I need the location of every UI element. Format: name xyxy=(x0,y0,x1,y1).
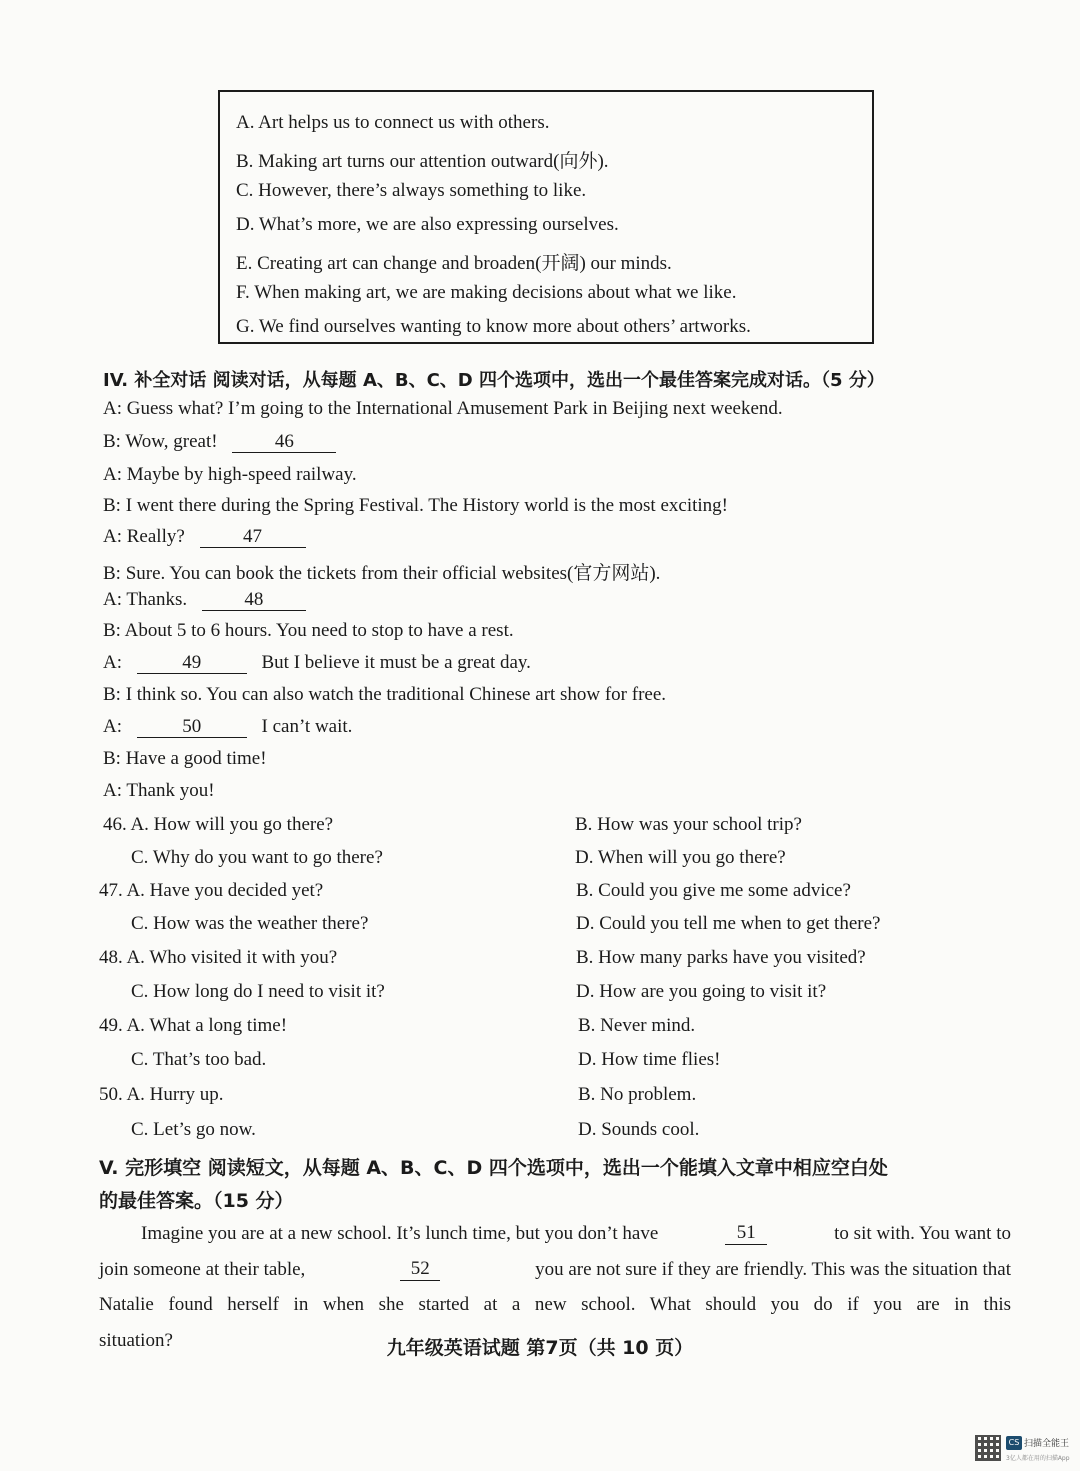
answer-blank-50: 50 xyxy=(137,717,247,738)
answer-blank-48: 48 xyxy=(202,590,306,611)
question-46-option-d: D. When will you go there? xyxy=(575,847,786,868)
passage-text: to sit with. You want to xyxy=(834,1223,1011,1244)
qr-code-icon xyxy=(975,1435,1001,1461)
dialogue-speaker-text: A: Really? xyxy=(103,526,185,547)
dialogue-line: A: Maybe by high-speed railway. xyxy=(103,464,357,485)
question-50-option-c: C. Let’s go now. xyxy=(131,1119,256,1140)
answer-blank-52: 52 xyxy=(400,1259,440,1281)
section-5-heading-line-2: 的最佳答案。（15 分） xyxy=(99,1190,294,1212)
option-e: E. Creating art can change and broaden(开阔) our minds. xyxy=(236,253,672,274)
question-48-option-b: B. How many parks have you visited? xyxy=(576,947,866,968)
option-a: A. Art helps us to connect us with others. xyxy=(236,112,550,133)
question-50-option-b: B. No problem. xyxy=(578,1084,697,1105)
passage-line-1 xyxy=(141,1223,1011,1245)
passage-line-2 xyxy=(99,1259,1011,1281)
dialogue-line: B: About 5 to 6 hours. You need to stop to have a rest. xyxy=(103,620,514,641)
option-f: F. When making art, we are making decisions about what we like. xyxy=(236,282,737,303)
question-47-option-b: B. Could you give me some advice? xyxy=(576,880,851,901)
dialogue-text-after-blank: But I believe it must be a great day. xyxy=(261,652,531,673)
question-46-option-a: 46. A. How will you go there? xyxy=(103,814,334,835)
page-footer: 九年级英语试题 第7页（共 10 页） xyxy=(386,1337,694,1359)
passage-text: Imagine you are at a new school. It’s lunch time, but you don’t have xyxy=(141,1223,659,1244)
option-box xyxy=(218,90,874,344)
option-g: G. We find ourselves wanting to know more about others’ artworks. xyxy=(236,316,751,337)
camscanner-logo-icon: CS xyxy=(1006,1436,1022,1450)
dialogue-speaker-text: A: Thanks. xyxy=(103,589,188,610)
dialogue-line: B: I think so. You can also watch the traditional Chinese art show for free. xyxy=(103,684,667,705)
question-47-option-a: 47. A. Have you decided yet? xyxy=(99,880,324,901)
dialogue-line xyxy=(103,716,352,738)
question-49-option-b: B. Never mind. xyxy=(578,1015,696,1036)
dialogue-line xyxy=(103,589,306,611)
question-50-option-d: D. Sounds cool. xyxy=(578,1119,700,1140)
dialogue-line: B: Sure. You can book the tickets from their official websites(官方网站). xyxy=(103,563,661,584)
answer-blank-47: 47 xyxy=(200,527,306,548)
option-d: D. What’s more, we are also expressing ourselves. xyxy=(236,214,619,235)
question-46-option-b: B. How was your school trip? xyxy=(575,814,802,835)
dialogue-line: B: I went there during the Spring Festival. The History world is the most exciting! xyxy=(103,495,728,516)
answer-blank-46: 46 xyxy=(232,432,336,453)
answer-blank-49: 49 xyxy=(137,653,247,674)
section-4-heading: IV. 补全对话 阅读对话，从每题 A、B、C、D 四个选项中，选出一个最佳答案完成对话。（5 分） xyxy=(103,370,885,391)
dialogue-line: A: Thank you! xyxy=(103,780,215,801)
dialogue-line xyxy=(103,526,306,548)
section-5-heading-line-1: V. 完形填空 阅读短文，从每题 A、B、C、D 四个选项中，选出一个能填入文章中相应空白处 xyxy=(99,1157,888,1179)
question-47-option-d: D. Could you tell me when to get there? xyxy=(576,913,881,934)
dialogue-line: A: Guess what? I’m going to the International Amusement Park in Beijing next weekend. xyxy=(103,398,783,419)
question-49-option-d: D. How time flies! xyxy=(578,1049,721,1070)
dialogue-line xyxy=(103,431,336,453)
option-b: B. Making art turns our attention outward(向外). xyxy=(236,151,609,172)
passage-text: join someone at their table, xyxy=(99,1259,306,1280)
passage-line-4: situation? xyxy=(99,1330,173,1351)
question-50-option-a: 50. A. Hurry up. xyxy=(99,1084,224,1105)
passage-text: you are not sure if they are friendly. This was the situation that xyxy=(535,1259,1011,1280)
dialogue-line: B: Have a good time! xyxy=(103,748,267,769)
option-c: C. However, there’s always something to like. xyxy=(236,180,587,201)
dialogue-speaker-text: A: xyxy=(103,716,122,737)
question-49-option-c: C. That’s too bad. xyxy=(131,1049,267,1070)
question-48-option-c: C. How long do I need to visit it? xyxy=(131,981,385,1002)
answer-blank-51: 51 xyxy=(725,1223,767,1245)
passage-line-3: Natalie found herself in when she started at a new school. What should you do if you are in this xyxy=(99,1294,1011,1315)
dialogue-line xyxy=(103,652,531,674)
dialogue-speaker-text: B: Wow, great! xyxy=(103,431,218,452)
question-48-option-d: D. How are you going to visit it? xyxy=(576,981,827,1002)
question-46-option-c: C. Why do you want to go there? xyxy=(131,847,383,868)
question-48-option-a: 48. A. Who visited it with you? xyxy=(99,947,338,968)
dialogue-speaker-text: A: xyxy=(103,652,122,673)
question-49-option-a: 49. A. What a long time! xyxy=(99,1015,288,1036)
scanner-app-name: 扫描全能王 xyxy=(1024,1439,1070,1449)
scanner-app-tagline: 3亿人都在用的扫描App xyxy=(1006,1455,1070,1462)
question-47-option-c: C. How was the weather there? xyxy=(131,913,369,934)
dialogue-text-after-blank: I can’t wait. xyxy=(261,716,353,737)
